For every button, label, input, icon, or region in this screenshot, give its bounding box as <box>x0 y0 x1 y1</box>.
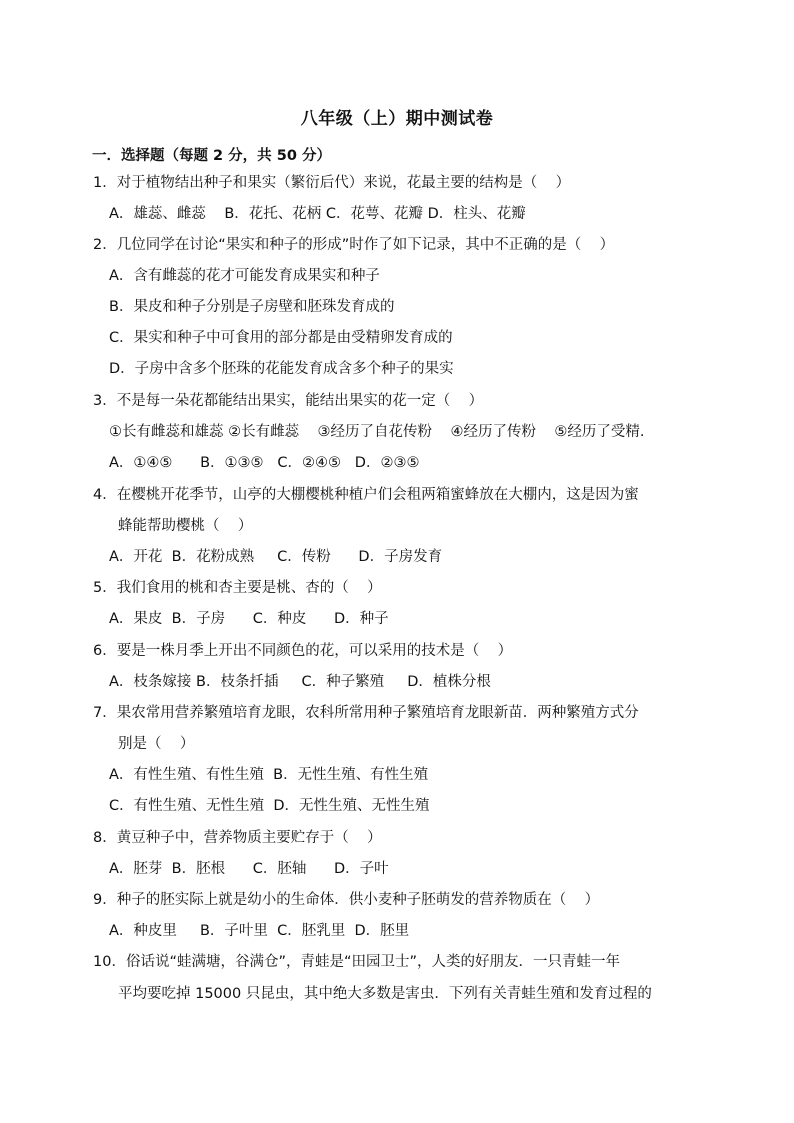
answer-options: A．含有雌蕊的花才可能发育成果实和种子 <box>109 268 380 284</box>
question-stem: 1．对于植物结出种子和果实（繁衍后代）来说，花最主要的结构是（ ） <box>93 175 571 191</box>
exam-title: 八年级（上）期中测试卷 <box>300 109 494 129</box>
answer-options: A．雄蕊、雌蕊 B．花托、花柄 C．花萼、花瓣 D．柱头、花瓣 <box>109 206 526 222</box>
answer-options: ①长有雌蕊和雄蕊 ②长有雌蕊 ③经历了自花传粉 ④经历了传粉 ⑤经历了受精. <box>109 424 645 440</box>
answer-options: C．果实和种子中可食用的部分都是由受精卵发育成的 <box>109 330 453 346</box>
question-stem: 8．黄豆种子中，营养物质主要贮存于（ ） <box>93 830 382 846</box>
question-stem: 5．我们食用的桃和杏主要是桃、杏的（ ） <box>93 580 382 596</box>
answer-options: A．果皮 B．子房 C．种皮 D．种子 <box>109 611 389 627</box>
answer-options: A．开花 B．花粉成熟 C．传粉 D．子房发育 <box>109 549 443 565</box>
question-stem: 2．几位同学在讨论“果实和种子的形成”时作了如下记录，其中不正确的是（ ） <box>93 237 615 253</box>
question-stem: 6．要是一株月季上开出不同颜色的花，可以采用的技术是（ ） <box>93 643 513 659</box>
question-stem: 4．在樱桃开花季节，山亭的大棚樱桃种植户们会租两箱蜜蜂放在大棚内，这是因为蜜 <box>93 487 639 503</box>
question-stem: 9．种子的胚实际上就是幼小的生命体．供小麦种子胚萌发的营养物质在（ ） <box>93 892 600 908</box>
answer-options: B．果皮和种子分别是子房壁和胚珠发育成的 <box>109 299 395 315</box>
answer-options: A．种皮里 B．子叶里 C．胚乳里 D．胚里 <box>109 923 410 939</box>
question-continuation: 平均要吃掉 15000 只昆虫，其中绝大多数是害虫．下列有关青蛙生殖和发育过程的 <box>118 986 652 1002</box>
answer-options: A．胚芽 B．胚根 C．胚轴 D．子叶 <box>109 861 389 877</box>
question-continuation: 别是（ ） <box>118 736 195 752</box>
question-stem: 10．俗话说“蛙满塘，谷满仓”，青蛙是“田园卫士”，人类的好朋友．一只青蛙一年 <box>93 954 620 970</box>
answer-options: A．有性生殖、有性生殖 B．无性生殖、有性生殖 <box>109 767 429 783</box>
question-continuation: 蜂能帮助樱桃（ ） <box>118 518 253 534</box>
question-stem: 7．果农常用营养繁殖培育龙眼，农科所常用种子繁殖培育龙眼新苗．两种繁殖方式分 <box>93 705 639 721</box>
section-heading: 一．选择题（每题 2 分，共 50 分） <box>92 148 331 164</box>
answer-options: C．有性生殖、无性生殖 D．无性生殖、无性生殖 <box>109 798 430 814</box>
question-stem: 3．不是每一朵花都能结出果实，能结出果实的花一定（ ） <box>93 393 484 409</box>
answer-options: D．子房中含多个胚珠的花能发育成含多个种子的果实 <box>109 361 454 377</box>
answer-options: A．①④⑤ B．①③⑤ C．②④⑤ D．②③⑤ <box>109 455 420 471</box>
answer-options: A．枝条嫁接 B．枝条扦插 C．种子繁殖 D．植株分根 <box>109 674 491 690</box>
